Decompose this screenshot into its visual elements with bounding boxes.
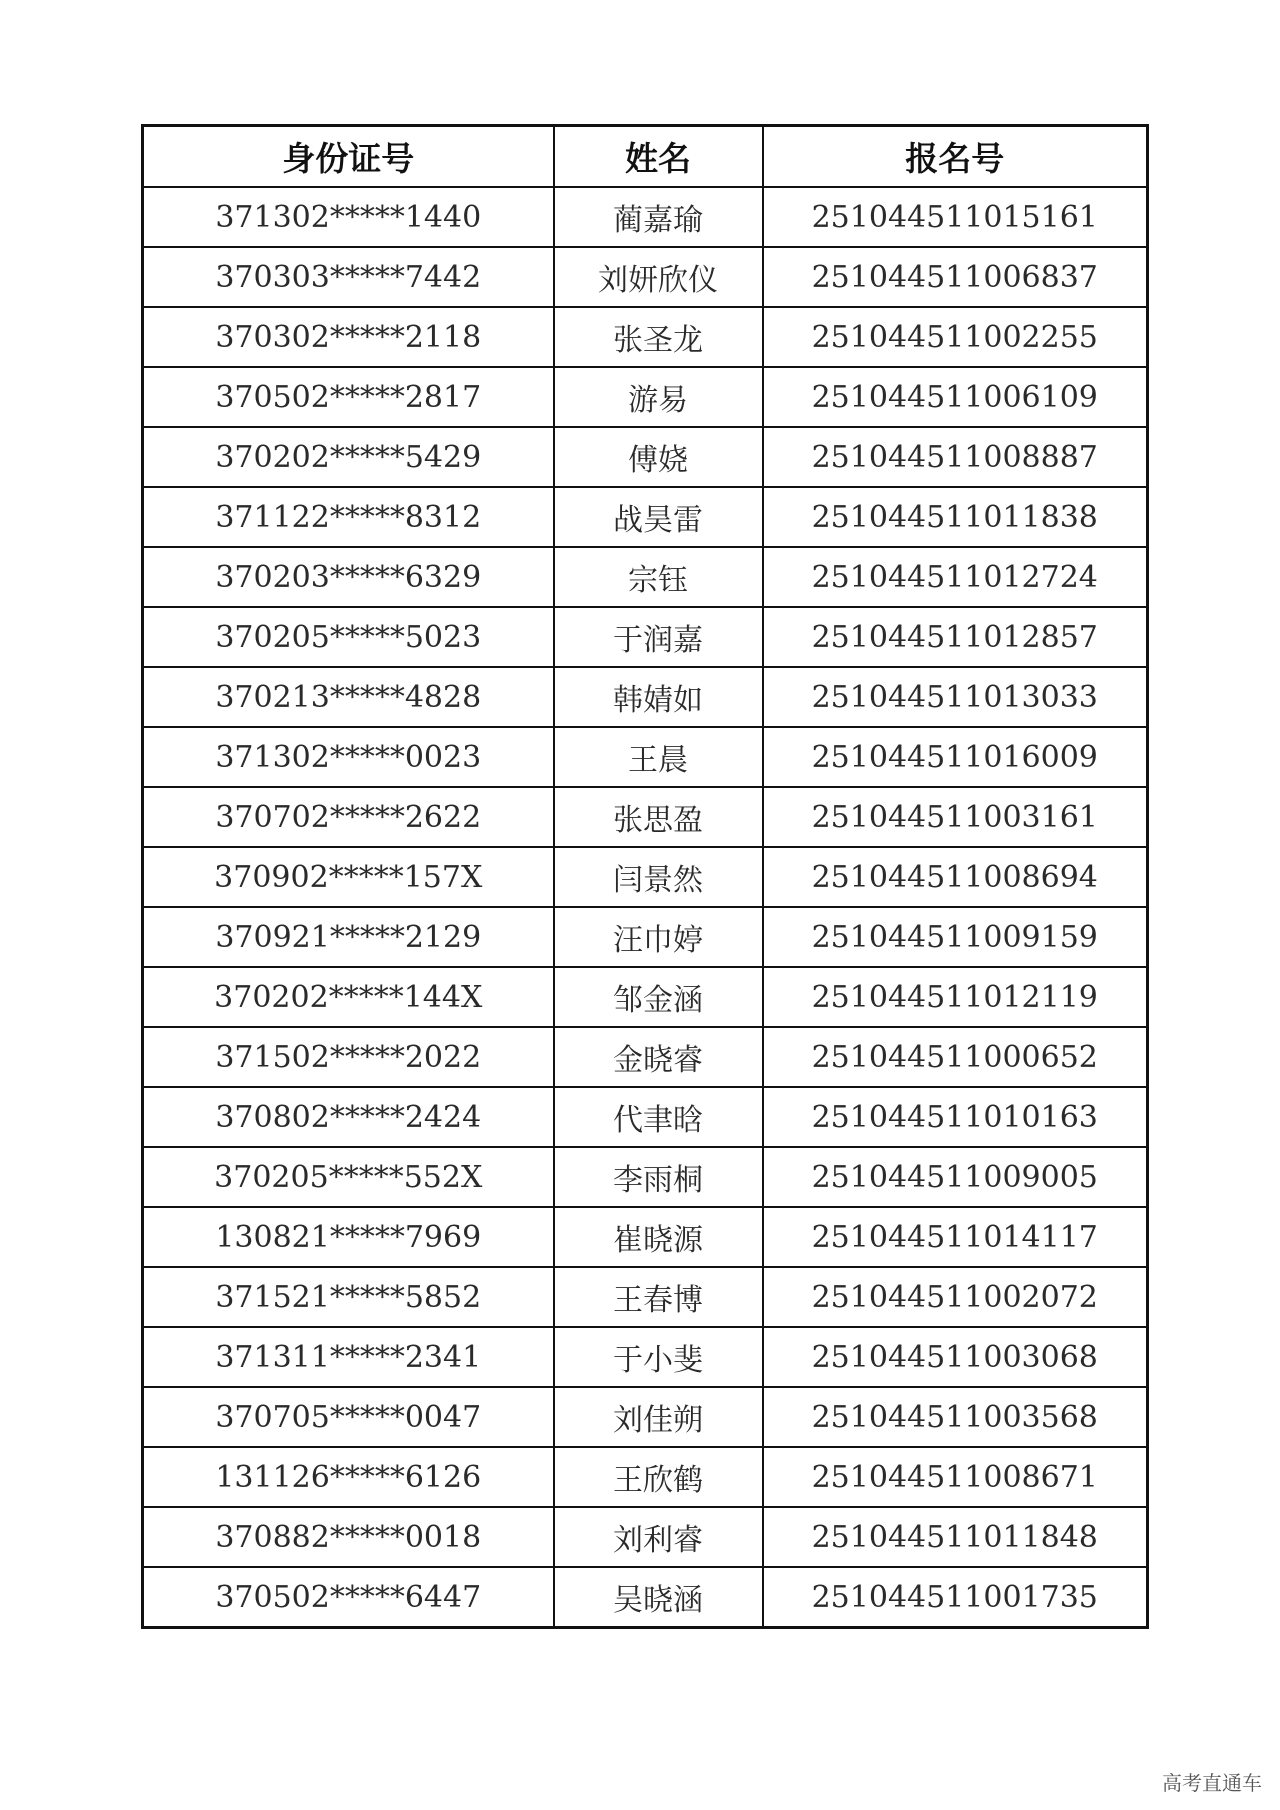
registration-number-cell: 251044511009005 <box>763 1147 1148 1207</box>
registration-number-cell: 251044511016009 <box>763 727 1148 787</box>
registration-number-cell: 251044511006837 <box>763 247 1148 307</box>
table-row <box>143 1387 1148 1447</box>
table-row <box>143 487 1148 547</box>
registration-number-cell: 251044511003568 <box>763 1387 1148 1447</box>
registration-number-cell: 251044511001735 <box>763 1567 1148 1628</box>
id-number-cell: 370902*****157X <box>143 847 554 907</box>
name-cell: 崔晓源 <box>554 1207 763 1267</box>
id-number-cell: 371521*****5852 <box>143 1267 554 1327</box>
registration-number-cell: 251044511003161 <box>763 787 1148 847</box>
table-row <box>143 427 1148 487</box>
registration-number-cell: 251044511012857 <box>763 607 1148 667</box>
table-row <box>143 247 1148 307</box>
table-row <box>143 1147 1148 1207</box>
id-number-cell: 370213*****4828 <box>143 667 554 727</box>
registration-number-cell: 251044511009159 <box>763 907 1148 967</box>
table-row <box>143 787 1148 847</box>
name-cell: 刘妍欣仪 <box>554 247 763 307</box>
registration-number-cell: 251044511000652 <box>763 1027 1148 1087</box>
id-number-cell: 370802*****2424 <box>143 1087 554 1147</box>
id-number-cell: 371302*****1440 <box>143 187 554 247</box>
table-row <box>143 1267 1148 1327</box>
name-cell: 宗钰 <box>554 547 763 607</box>
name-cell: 李雨桐 <box>554 1147 763 1207</box>
name-cell: 王春博 <box>554 1267 763 1327</box>
name-cell: 傅娆 <box>554 427 763 487</box>
name-cell: 闫景然 <box>554 847 763 907</box>
id-number-cell: 370502*****2817 <box>143 367 554 427</box>
registration-number-cell: 251044511008671 <box>763 1447 1148 1507</box>
table-row <box>143 1447 1148 1507</box>
name-cell: 代聿晗 <box>554 1087 763 1147</box>
table-row <box>143 187 1148 247</box>
name-cell: 于润嘉 <box>554 607 763 667</box>
header-id-number: 身份证号 <box>143 126 554 188</box>
registration-number-cell: 251044511011848 <box>763 1507 1148 1567</box>
name-cell: 王晨 <box>554 727 763 787</box>
id-number-cell: 370702*****2622 <box>143 787 554 847</box>
name-cell: 于小斐 <box>554 1327 763 1387</box>
registration-number-cell: 251044511008887 <box>763 427 1148 487</box>
registration-number-cell: 251044511013033 <box>763 667 1148 727</box>
name-cell: 韩婧如 <box>554 667 763 727</box>
table-row <box>143 667 1148 727</box>
name-cell: 蔺嘉瑜 <box>554 187 763 247</box>
roster-table <box>141 124 1149 1629</box>
name-cell: 游易 <box>554 367 763 427</box>
id-number-cell: 371502*****2022 <box>143 1027 554 1087</box>
table-row <box>143 1327 1148 1387</box>
id-number-cell: 371122*****8312 <box>143 487 554 547</box>
registration-number-cell: 251044511002072 <box>763 1267 1148 1327</box>
header-row <box>143 126 1148 188</box>
name-cell: 张圣龙 <box>554 307 763 367</box>
table-row <box>143 1507 1148 1567</box>
id-number-cell: 370502*****6447 <box>143 1567 554 1628</box>
table-row <box>143 1087 1148 1147</box>
registration-number-cell: 251044511006109 <box>763 367 1148 427</box>
id-number-cell: 370202*****144X <box>143 967 554 1027</box>
id-number-cell: 371302*****0023 <box>143 727 554 787</box>
registration-number-cell: 251044511015161 <box>763 187 1148 247</box>
registration-number-cell: 251044511011838 <box>763 487 1148 547</box>
name-cell: 吴晓涵 <box>554 1567 763 1628</box>
id-number-cell: 370921*****2129 <box>143 907 554 967</box>
table-row <box>143 1207 1148 1267</box>
id-number-cell: 370203*****6329 <box>143 547 554 607</box>
name-cell: 汪巾婷 <box>554 907 763 967</box>
id-number-cell: 370705*****0047 <box>143 1387 554 1447</box>
table-row <box>143 907 1148 967</box>
table-body <box>143 187 1148 1628</box>
id-number-cell: 130821*****7969 <box>143 1207 554 1267</box>
name-cell: 张思盈 <box>554 787 763 847</box>
watermark: 高考直通车 <box>1162 1771 1262 1795</box>
name-cell: 金晓睿 <box>554 1027 763 1087</box>
registration-number-cell: 251044511012724 <box>763 547 1148 607</box>
id-number-cell: 370205*****5023 <box>143 607 554 667</box>
table-row <box>143 607 1148 667</box>
table-row <box>143 847 1148 907</box>
id-number-cell: 370202*****5429 <box>143 427 554 487</box>
registration-number-cell: 251044511008694 <box>763 847 1148 907</box>
name-cell: 刘佳朔 <box>554 1387 763 1447</box>
table-row <box>143 1567 1148 1628</box>
id-number-cell: 131126*****6126 <box>143 1447 554 1507</box>
header-name: 姓名 <box>554 126 763 188</box>
registration-number-cell: 251044511010163 <box>763 1087 1148 1147</box>
table-row <box>143 967 1148 1027</box>
table-row <box>143 547 1148 607</box>
registration-number-cell: 251044511012119 <box>763 967 1148 1027</box>
id-number-cell: 370302*****2118 <box>143 307 554 367</box>
name-cell: 邹金涵 <box>554 967 763 1027</box>
table-header <box>143 126 1148 188</box>
table-row <box>143 1027 1148 1087</box>
id-number-cell: 371311*****2341 <box>143 1327 554 1387</box>
id-number-cell: 370303*****7442 <box>143 247 554 307</box>
name-cell: 王欣鹤 <box>554 1447 763 1507</box>
id-number-cell: 370882*****0018 <box>143 1507 554 1567</box>
table-row <box>143 727 1148 787</box>
table-row <box>143 367 1148 427</box>
header-registration-number: 报名号 <box>763 126 1148 188</box>
registration-number-cell: 251044511002255 <box>763 307 1148 367</box>
table-row <box>143 307 1148 367</box>
id-number-cell: 370205*****552X <box>143 1147 554 1207</box>
registration-number-cell: 251044511014117 <box>763 1207 1148 1267</box>
registration-number-cell: 251044511003068 <box>763 1327 1148 1387</box>
name-cell: 刘利睿 <box>554 1507 763 1567</box>
name-cell: 战昊雷 <box>554 487 763 547</box>
